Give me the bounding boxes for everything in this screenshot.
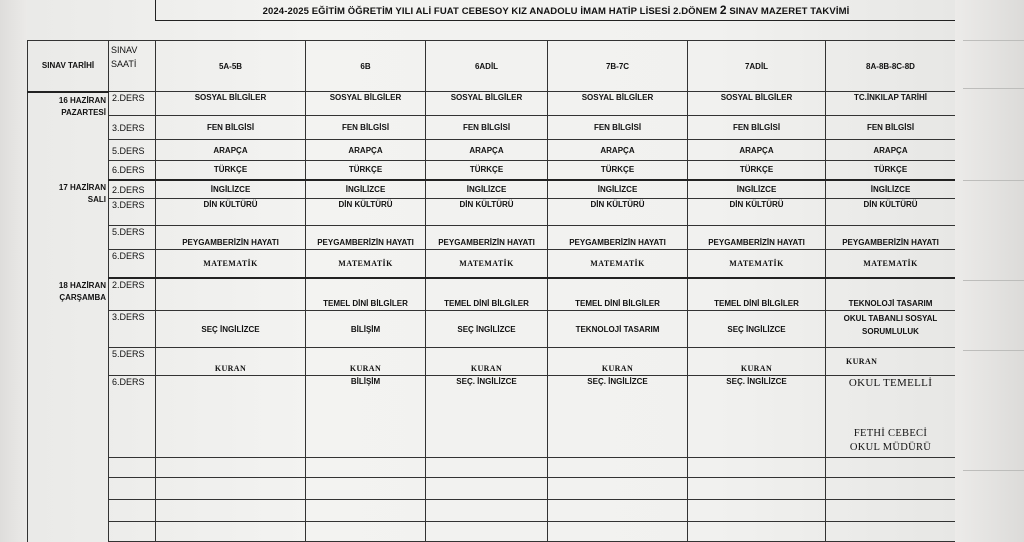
table-row-empty	[28, 500, 956, 522]
empty-cell	[306, 458, 426, 478]
exam-hour-cell: 3.DERS	[109, 311, 156, 348]
exam-hour-cell: 3.DERS	[109, 116, 156, 140]
empty-cell	[688, 458, 826, 478]
table-header-row	[28, 41, 956, 92]
subject-cell: TEMEL DİNİ BİLGİLER	[426, 278, 548, 311]
subject-cell: SOSYAL BİLGİLER	[426, 92, 548, 116]
subject-cell: DİN KÜLTÜRÜ	[688, 199, 826, 226]
empty-cell	[426, 458, 548, 478]
subject-cell: FEN BİLGİSİ	[826, 116, 956, 140]
table-row	[28, 348, 956, 376]
header-class: 6B	[306, 41, 426, 92]
table-row	[28, 376, 956, 458]
subject-cell: OKUL TEMELLİ	[848, 377, 933, 389]
exam-hour-cell: 6.DERS	[109, 250, 156, 278]
subject-cell: DİN KÜLTÜRÜ	[426, 199, 548, 226]
subject-cell: ARAPÇA	[826, 140, 956, 161]
subject-cell: FEN BİLGİSİ	[688, 116, 826, 140]
date-line1: 18 HAZİRAN	[58, 280, 106, 290]
exam-date-cell	[28, 180, 109, 278]
empty-cell	[156, 458, 306, 478]
table-row	[28, 180, 956, 199]
signature-gap	[828, 389, 953, 427]
subject-cell: TÜRKÇE	[826, 161, 956, 180]
date-line2: SALI	[87, 194, 106, 204]
subject-cell: KURAN	[156, 348, 306, 376]
empty-cell	[109, 478, 156, 500]
subject-cell: PEYGAMBERİZİN HAYATI	[426, 226, 548, 250]
exam-schedule-table	[27, 40, 956, 542]
page-left-margin	[0, 0, 27, 542]
subject-cell	[156, 376, 306, 458]
subject-cell: MATEMATİK	[548, 250, 688, 278]
exam-hour-cell: 3.DERS	[109, 199, 156, 226]
date-line1: 16 HAZİRAN	[58, 95, 106, 105]
subject-cell	[156, 278, 306, 311]
subject-cell: DİN KÜLTÜRÜ	[826, 199, 956, 226]
table-row-empty	[28, 458, 956, 478]
subject-cell: TEMEL DİNİ BİLGİLER	[688, 278, 826, 311]
table-row	[28, 278, 956, 311]
subject-cell: TÜRKÇE	[426, 161, 548, 180]
exam-hour-cell: 2.DERS	[109, 92, 156, 116]
header-hour-line1: SINAV	[111, 45, 138, 55]
empty-cell	[826, 458, 956, 478]
exam-hour-cell: 5.DERS	[109, 140, 156, 161]
faint-rule	[963, 350, 1024, 351]
principal-name: FETHİ CEBECİ	[853, 428, 928, 439]
table-row	[28, 199, 956, 226]
empty-cell	[688, 500, 826, 522]
exam-hour-cell: 2.DERS	[109, 278, 156, 311]
empty-cell	[826, 522, 956, 542]
subject-cell: ARAPÇA	[548, 140, 688, 161]
subject-cell: KURAN	[306, 348, 426, 376]
subject-cell: İNGİLİZCE	[826, 180, 956, 199]
empty-cell	[826, 500, 956, 522]
table-row	[28, 116, 956, 140]
faint-rule	[963, 88, 1024, 89]
empty-cell	[548, 500, 688, 522]
header-exam-date: SINAV TARİHİ	[28, 41, 109, 92]
subject-cell: MATEMATİK	[156, 250, 306, 278]
subject-cell: SOSYAL BİLGİLER	[306, 92, 426, 116]
exam-date-cell	[28, 92, 109, 180]
subject-cell: TEKNOLOJİ TASARIM	[548, 311, 688, 348]
subject-cell: PEYGAMBERİZİN HAYATI	[306, 226, 426, 250]
page-right-margin	[955, 0, 1024, 542]
subject-cell: MATEMATİK	[826, 250, 956, 278]
subject-cell: BİLİŞİM	[306, 376, 426, 458]
empty-cell	[306, 500, 426, 522]
empty-cell	[826, 478, 956, 500]
subject-cell: İNGİLİZCE	[156, 180, 306, 199]
faint-rule	[963, 180, 1024, 181]
empty-cell	[156, 478, 306, 500]
subject-cell: İNGİLİZCE	[688, 180, 826, 199]
subject-cell: PEYGAMBERİZİN HAYATI	[548, 226, 688, 250]
faint-rule	[963, 40, 1024, 41]
table-row	[28, 92, 956, 116]
empty-cell	[109, 522, 156, 542]
subject-cell: TÜRKÇE	[688, 161, 826, 180]
empty-cell	[306, 522, 426, 542]
date-line2: ÇARŞAMBA	[59, 292, 106, 302]
subject-cell: TÜRKÇE	[156, 161, 306, 180]
principal-title: OKUL MÜDÜRÜ	[849, 442, 932, 453]
subject-cell: PEYGAMBERİZİN HAYATI	[688, 226, 826, 250]
subject-cell: SEÇ İNGİLİZCE	[688, 311, 826, 348]
subject-cell: KURAN	[688, 348, 826, 376]
subject-cell: ARAPÇA	[306, 140, 426, 161]
subject-cell-multiline	[826, 311, 956, 348]
empty-cell	[548, 478, 688, 500]
subject-cell: TEMEL DİNİ BİLGİLER	[306, 278, 426, 311]
subject-cell: ARAPÇA	[426, 140, 548, 161]
subject-cell: KURAN	[426, 348, 548, 376]
subject-cell: SEÇ. İNGİLİZCE	[688, 376, 826, 458]
header-exam-hour	[109, 41, 156, 92]
header-hour-line2: SAATİ	[111, 59, 137, 69]
subject-cell: PEYGAMBERİZİN HAYATI	[156, 226, 306, 250]
subject-cell: FEN BİLGİSİ	[156, 116, 306, 140]
subject-cell: FEN BİLGİSİ	[426, 116, 548, 140]
subject-cell: SOSYAL BİLGİLER	[156, 92, 306, 116]
subject-cell: KURAN	[826, 348, 956, 376]
subject-cell: PEYGAMBERİZİN HAYATI	[826, 226, 956, 250]
signature-block	[826, 376, 956, 458]
subject-cell: TÜRKÇE	[306, 161, 426, 180]
subject-cell: DİN KÜLTÜRÜ	[306, 199, 426, 226]
empty-cell	[109, 500, 156, 522]
empty-cell	[426, 478, 548, 500]
exam-hour-cell: 6.DERS	[109, 376, 156, 458]
subject-cell: TÜRKÇE	[548, 161, 688, 180]
subject-cell: KURAN	[548, 348, 688, 376]
subject-cell: MATEMATİK	[306, 250, 426, 278]
subject-cell: TEKNOLOJİ TASARIM	[826, 278, 956, 311]
table-row-empty	[28, 522, 956, 542]
subject-cell: SEÇ. İNGİLİZCE	[548, 376, 688, 458]
empty-cell	[688, 478, 826, 500]
empty-cell	[548, 522, 688, 542]
empty-cell	[156, 500, 306, 522]
subject-cell: İNGİLİZCE	[306, 180, 426, 199]
subject-cell: SEÇ. İNGİLİZCE	[426, 376, 548, 458]
empty-cell	[548, 458, 688, 478]
table-row	[28, 311, 956, 348]
empty-cell	[109, 458, 156, 478]
subject-cell: MATEMATİK	[688, 250, 826, 278]
exam-date-cell	[28, 278, 109, 542]
header-class: 8A-8B-8C-8D	[826, 41, 956, 92]
subject-cell: DİN KÜLTÜRÜ	[548, 199, 688, 226]
subject-cell: SEÇ İNGİLİZCE	[426, 311, 548, 348]
empty-cell	[156, 522, 306, 542]
document-title	[155, 0, 957, 21]
subject-cell: DİN KÜLTÜRÜ	[156, 199, 306, 226]
title-prefix: 2024-2025 EĞİTİM ÖĞRETİM YILI ALİ FUAT CEBESOY KIZ ANADOLU İMAM HATİP LİSESİ 2.DÖNEM	[262, 6, 720, 17]
subject-cell: BİLİŞİM	[306, 311, 426, 348]
title-suffix: SINAV MAZERET TAKVİMİ	[726, 6, 850, 17]
table-row	[28, 226, 956, 250]
subject-cell: SOSYAL BİLGİLER	[688, 92, 826, 116]
faint-rule	[963, 280, 1024, 281]
subject-cell: TEMEL DİNİ BİLGİLER	[548, 278, 688, 311]
subject-cell: TC.İNKILAP TARİHİ	[826, 92, 956, 116]
date-line2: PAZARTESİ	[61, 107, 106, 117]
table-row-empty	[28, 478, 956, 500]
exam-hour-cell: 6.DERS	[109, 161, 156, 180]
subject-line: SORUMLULUK	[862, 327, 919, 336]
title-exam-number: 2	[719, 3, 727, 17]
exam-hour-cell: 5.DERS	[109, 348, 156, 376]
date-line1: 17 HAZİRAN	[58, 182, 106, 192]
subject-cell: ARAPÇA	[156, 140, 306, 161]
subject-cell: SOSYAL BİLGİLER	[548, 92, 688, 116]
subject-line: OKUL TABANLI SOSYAL	[843, 314, 938, 323]
subject-cell: ARAPÇA	[688, 140, 826, 161]
faint-rule	[963, 470, 1024, 471]
exam-hour-cell: 2.DERS	[109, 180, 156, 199]
header-class: 5A-5B	[156, 41, 306, 92]
exam-hour-cell: 5.DERS	[109, 226, 156, 250]
empty-cell	[426, 500, 548, 522]
table-row	[28, 161, 956, 180]
table-row	[28, 140, 956, 161]
table-row	[28, 250, 956, 278]
subject-cell: FEN BİLGİSİ	[548, 116, 688, 140]
empty-cell	[306, 478, 426, 500]
subject-cell: SEÇ İNGİLİZCE	[156, 311, 306, 348]
header-class: 7B-7C	[548, 41, 688, 92]
header-class: 6ADİL	[426, 41, 548, 92]
subject-cell: İNGİLİZCE	[548, 180, 688, 199]
subject-cell: FEN BİLGİSİ	[306, 116, 426, 140]
subject-cell: MATEMATİK	[426, 250, 548, 278]
header-class: 7ADİL	[688, 41, 826, 92]
empty-cell	[426, 522, 548, 542]
empty-cell	[688, 522, 826, 542]
subject-cell: İNGİLİZCE	[426, 180, 548, 199]
